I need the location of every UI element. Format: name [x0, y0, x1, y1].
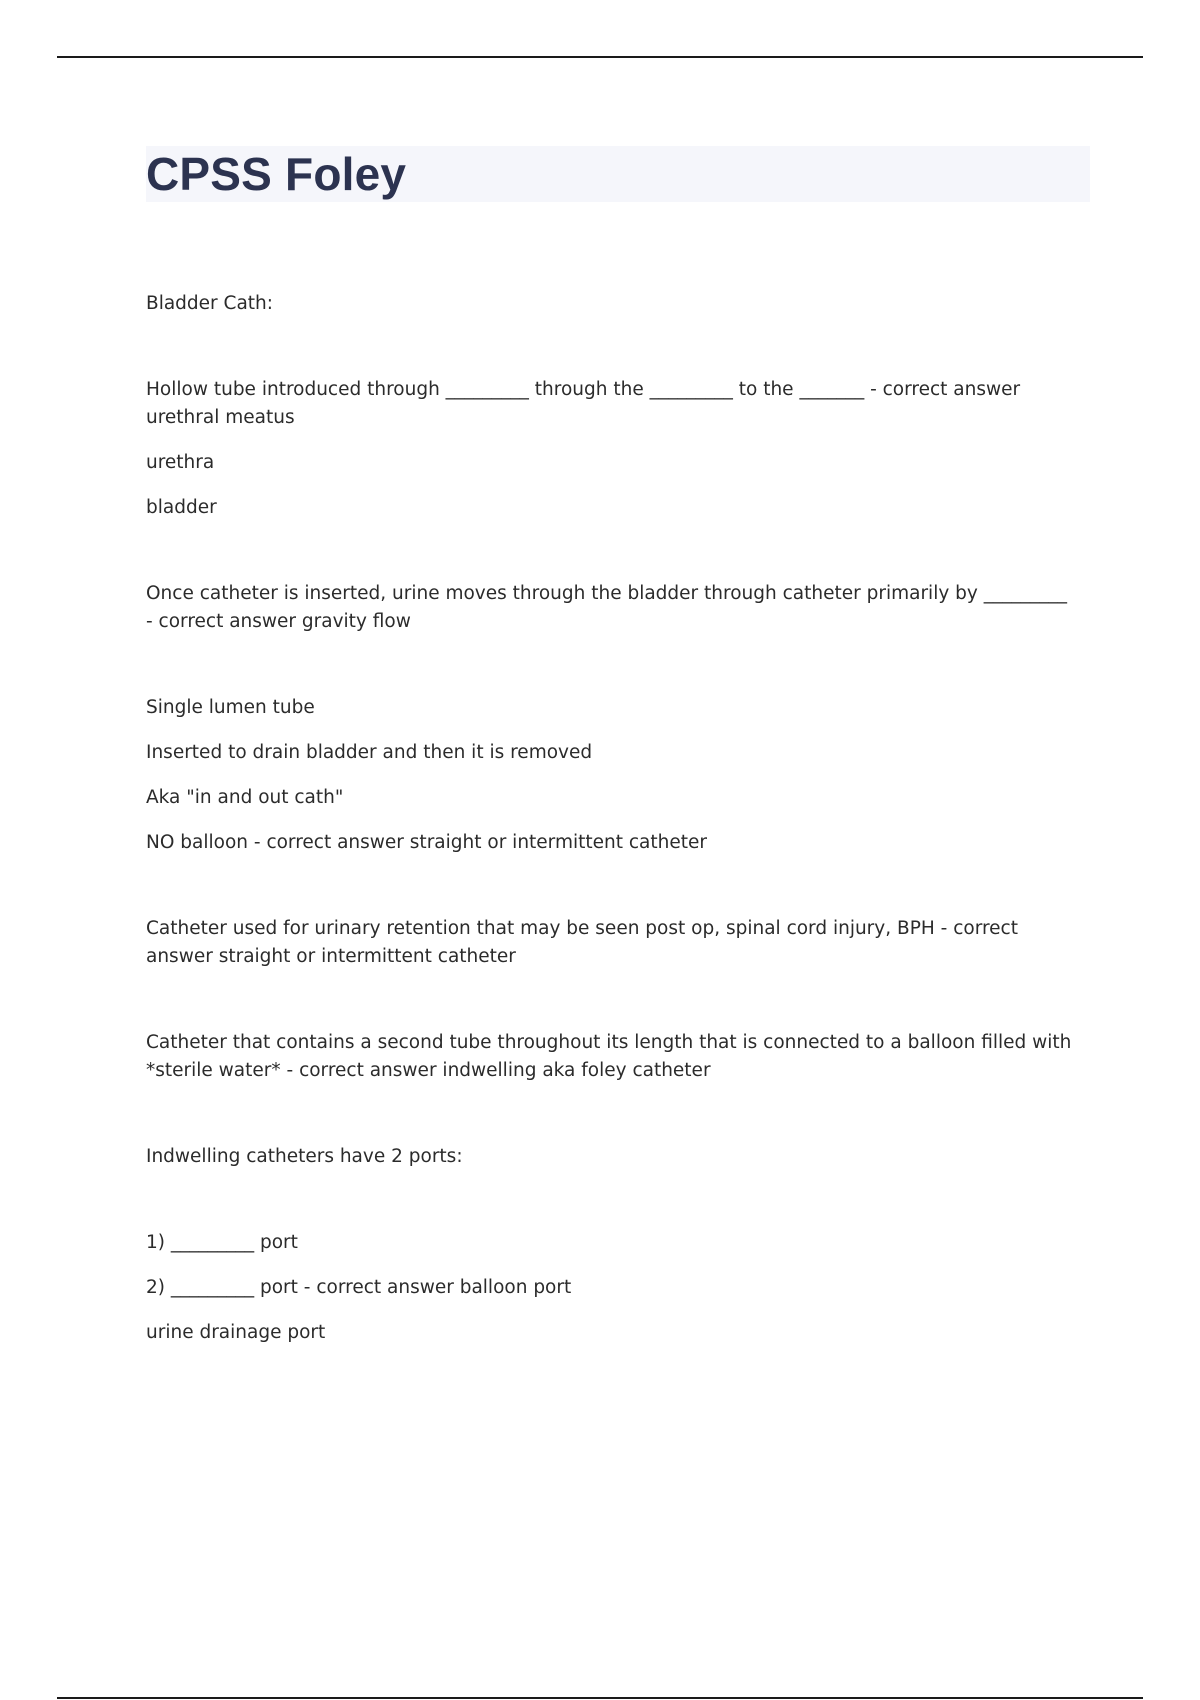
text-line: Aka "in and out cath": [146, 787, 344, 808]
question-text: 2) _________ port - correct answer balloon port: [146, 1277, 572, 1298]
answer-line: bladder: [146, 497, 217, 518]
question-text: NO balloon - correct answer straight or intermittent catheter: [146, 832, 707, 853]
answer-line: urine drainage port: [146, 1322, 326, 1343]
page-title: CPSS Foley: [146, 148, 407, 200]
section-bladder-cath: [146, 290, 1076, 318]
question-text: Once catheter is inserted, urine moves through the bladder through catheter primarily by _________ - correct answer gravity flow: [146, 583, 1067, 632]
section-indwelling-ports: [146, 1143, 1076, 1171]
card-urinary-retention: [146, 915, 1076, 971]
document-body: [146, 290, 1076, 1364]
text-line: Single lumen tube: [146, 697, 315, 718]
question-text: Catheter used for urinary retention that may be seen post op, spinal cord injury, BPH - correct answer straight or intermittent catheter: [146, 918, 1018, 967]
question-text: Catheter that contains a second tube throughout its length that is connected to a balloon filled with *sterile water* - correct answer indwelling aka foley catheter: [146, 1032, 1072, 1081]
card-hollow-tube: [146, 376, 1076, 522]
header-rule: [57, 56, 1143, 58]
footer-rule: [57, 1697, 1143, 1699]
text-line: Inserted to drain bladder and then it is removed: [146, 742, 593, 763]
text-line: 1) _________ port: [146, 1232, 298, 1253]
answer-line: urethra: [146, 452, 215, 473]
text-line: Indwelling catheters have 2 ports:: [146, 1146, 463, 1167]
card-single-lumen: [146, 694, 1076, 857]
text-line: Bladder Cath:: [146, 293, 273, 314]
question-text: Hollow tube introduced through _________ through the _________ to the _______ - correct answer urethral meatus: [146, 379, 1021, 428]
card-gravity-flow: [146, 580, 1076, 636]
card-ports: [146, 1229, 1076, 1347]
card-second-tube: [146, 1029, 1076, 1085]
